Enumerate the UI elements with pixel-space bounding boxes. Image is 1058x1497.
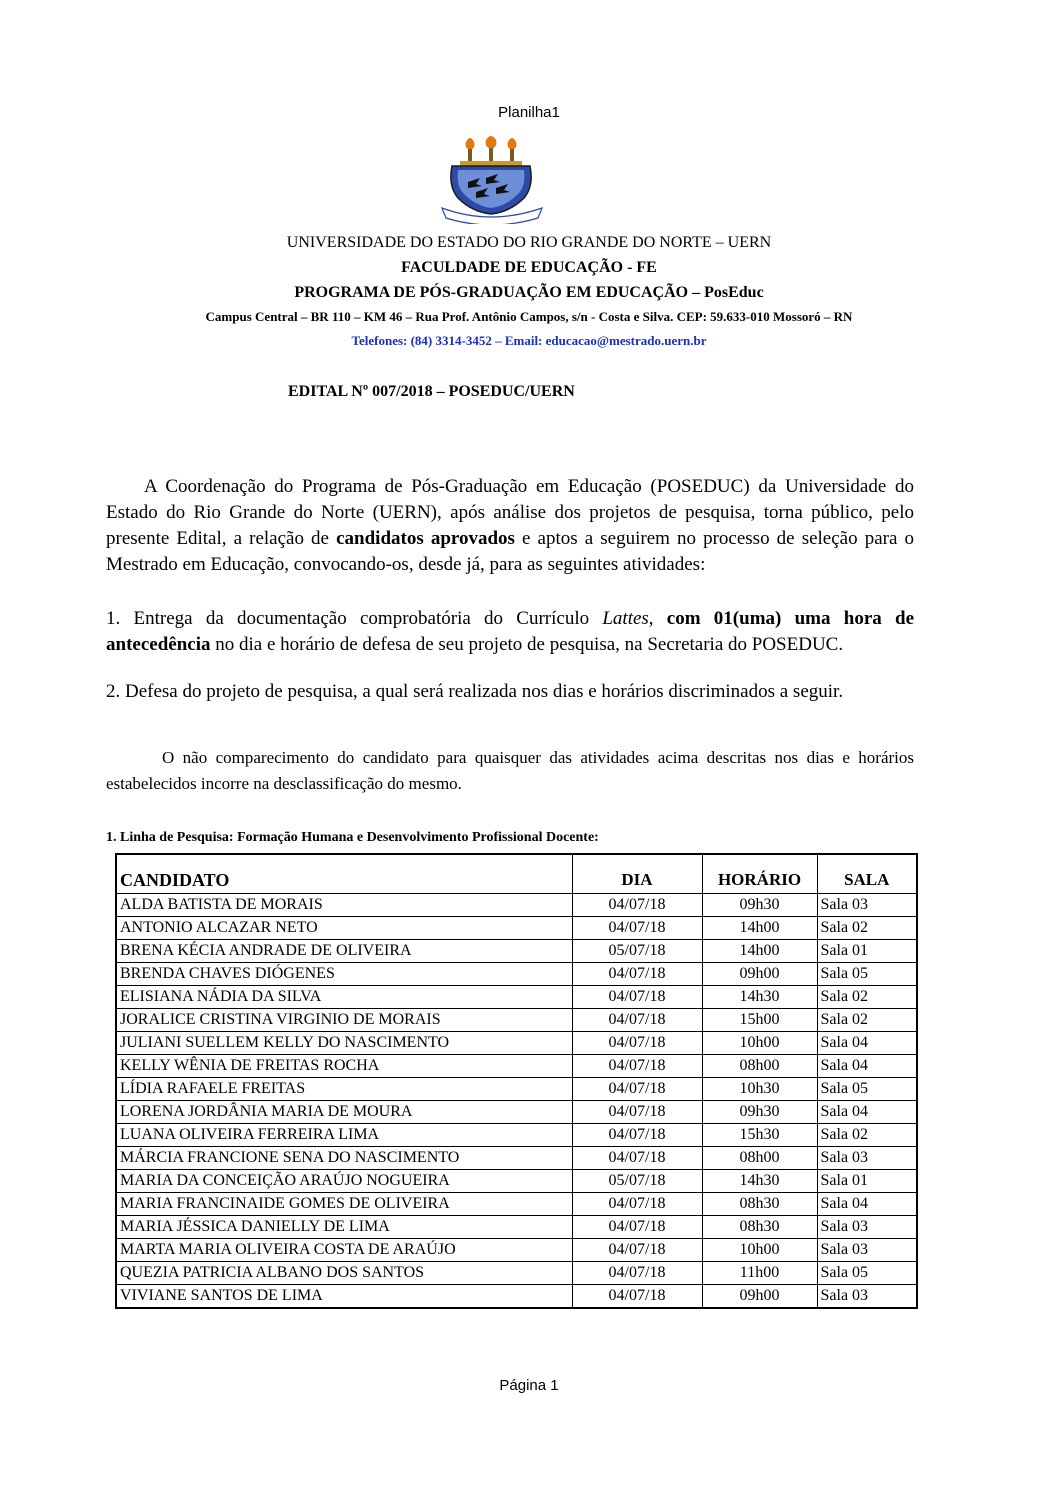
table-row	[116, 940, 917, 963]
day-cell: 04/07/18	[572, 1101, 702, 1124]
table-row	[116, 917, 917, 940]
table-row	[116, 1285, 917, 1309]
table-row	[116, 1078, 917, 1101]
room-cell: Sala 02	[817, 917, 917, 940]
candidate-name-cell: BRENA KÉCIA ANDRADE DE OLIVEIRA	[116, 940, 572, 963]
day-cell: 04/07/18	[572, 1239, 702, 1262]
time-cell: 09h30	[702, 1101, 817, 1124]
time-cell: 08h00	[702, 1055, 817, 1078]
contact-line[interactable]: Telefones: (84) 3314-3452 – Email: educacao@mestrado.uern.br	[351, 333, 707, 348]
candidate-name-cell: ELISIANA NÁDIA DA SILVA	[116, 986, 572, 1009]
day-cell: 04/07/18	[572, 1078, 702, 1101]
column-header-day: DIA	[572, 854, 702, 894]
activity-2-paragraph: 2. Defesa do projeto de pesquisa, a qual será realizada nos dias e horários discriminados a seguir.	[106, 681, 844, 702]
room-cell: Sala 02	[817, 1009, 917, 1032]
candidate-name-cell: VIVIANE SANTOS DE LIMA	[116, 1285, 572, 1309]
time-cell: 09h30	[702, 894, 817, 917]
room-cell: Sala 02	[817, 1124, 917, 1147]
table-row	[116, 1009, 917, 1032]
intro-paragraph: A Coordenação do Programa de Pós-Graduação em Educação (POSEDUC) da Universidade do Estado do Rio Grande do Norte (UERN), após análise dos projetos de pesquisa, torna público, pelo presente Edital, a relação de candidatos aprovados e aptos a seguirem no processo de seleção para o Mestrado em Educação, convocando-os, desde já, para as seguintes atividades:	[106, 476, 914, 575]
day-cell: 04/07/18	[572, 1032, 702, 1055]
column-header-time: HORÁRIO	[702, 854, 817, 894]
candidate-name-cell: LÍDIA RAFAELE FREITAS	[116, 1078, 572, 1101]
table-row	[116, 894, 917, 917]
uern-logo-icon	[438, 134, 548, 224]
room-cell: Sala 03	[817, 1147, 917, 1170]
room-cell: Sala 03	[817, 1216, 917, 1239]
candidate-name-cell: MARIA FRANCINAIDE GOMES DE OLIVEIRA	[116, 1193, 572, 1216]
room-cell: Sala 04	[817, 1055, 917, 1078]
column-header-room: SALA	[817, 854, 917, 894]
room-cell: Sala 03	[817, 894, 917, 917]
candidate-name-cell: LORENA JORDÂNIA MARIA DE MOURA	[116, 1101, 572, 1124]
time-cell: 08h30	[702, 1193, 817, 1216]
day-cell: 04/07/18	[572, 986, 702, 1009]
time-cell: 10h00	[702, 1239, 817, 1262]
time-cell: 08h30	[702, 1216, 817, 1239]
candidate-name-cell: ALDA BATISTA DE MORAIS	[116, 894, 572, 917]
table-row	[116, 1262, 917, 1285]
time-cell: 14h30	[702, 1170, 817, 1193]
time-cell: 14h30	[702, 986, 817, 1009]
room-cell: Sala 05	[817, 1262, 917, 1285]
candidate-name-cell: JORALICE CRISTINA VIRGINIO DE MORAIS	[116, 1009, 572, 1032]
room-cell: Sala 01	[817, 940, 917, 963]
day-cell: 05/07/18	[572, 1170, 702, 1193]
time-cell: 08h00	[702, 1147, 817, 1170]
program-name: PROGRAMA DE PÓS-GRADUAÇÃO EM EDUCAÇÃO – PosEduc	[294, 284, 764, 301]
table-row	[116, 1055, 917, 1078]
candidate-name-cell: QUEZIA PATRICIA ALBANO DOS SANTOS	[116, 1262, 572, 1285]
activity-1-paragraph: 1. Entrega da documentação comprobatória do Currículo Lattes, com 01(uma) uma hora de antecedência no dia e horário de defesa de seu projeto de pesquisa, na Secretaria do POSEDUC.	[106, 608, 914, 655]
table-header-row	[116, 854, 917, 894]
room-cell: Sala 03	[817, 1285, 917, 1309]
table-row	[116, 1032, 917, 1055]
table-row	[116, 1193, 917, 1216]
page-number: Página 1	[499, 1377, 559, 1394]
candidate-name-cell: MARIA JÉSSICA DANIELLY DE LIMA	[116, 1216, 572, 1239]
room-cell: Sala 04	[817, 1193, 917, 1216]
table-row	[116, 1239, 917, 1262]
table-row	[116, 1101, 917, 1124]
room-cell: Sala 03	[817, 1239, 917, 1262]
university-name: UNIVERSIDADE DO ESTADO DO RIO GRANDE DO NORTE – UERN	[286, 234, 772, 251]
faculty-name: FACULDADE DE EDUCAÇÃO - FE	[401, 259, 657, 276]
candidate-name-cell: ANTONIO ALCAZAR NETO	[116, 917, 572, 940]
table-row	[116, 1147, 917, 1170]
day-cell: 04/07/18	[572, 1262, 702, 1285]
candidate-name-cell: MÁRCIA FRANCIONE SENA DO NASCIMENTO	[116, 1147, 572, 1170]
table-row	[116, 986, 917, 1009]
room-cell: Sala 05	[817, 1078, 917, 1101]
torch-icon	[460, 136, 522, 166]
room-cell: Sala 04	[817, 1101, 917, 1124]
room-cell: Sala 04	[817, 1032, 917, 1055]
candidate-name-cell: MARTA MARIA OLIVEIRA COSTA DE ARAÚJO	[116, 1239, 572, 1262]
candidate-name-cell: KELLY WÊNIA DE FREITAS ROCHA	[116, 1055, 572, 1078]
room-cell: Sala 05	[817, 963, 917, 986]
candidates-table	[115, 853, 918, 1309]
day-cell: 04/07/18	[572, 894, 702, 917]
day-cell: 04/07/18	[572, 1285, 702, 1309]
day-cell: 04/07/18	[572, 963, 702, 986]
table-row	[116, 1124, 917, 1147]
day-cell: 04/07/18	[572, 1216, 702, 1239]
section-title: 1. Linha de Pesquisa: Formação Humana e Desenvolvimento Profissional Docente:	[106, 830, 599, 845]
time-cell: 14h00	[702, 917, 817, 940]
table-row	[116, 1170, 917, 1193]
time-cell: 14h00	[702, 940, 817, 963]
candidate-name-cell: MARIA DA CONCEIÇÃO ARAÚJO NOGUEIRA	[116, 1170, 572, 1193]
day-cell: 05/07/18	[572, 940, 702, 963]
day-cell: 04/07/18	[572, 1147, 702, 1170]
time-cell: 09h00	[702, 963, 817, 986]
room-cell: Sala 02	[817, 986, 917, 1009]
time-cell: 15h00	[702, 1009, 817, 1032]
table-row	[116, 1216, 917, 1239]
table-row	[116, 963, 917, 986]
edital-title: EDITAL Nº 007/2018 – POSEDUC/UERN	[288, 383, 575, 400]
candidate-name-cell: JULIANI SUELLEM KELLY DO NASCIMENTO	[116, 1032, 572, 1055]
day-cell: 04/07/18	[572, 917, 702, 940]
day-cell: 04/07/18	[572, 1055, 702, 1078]
time-cell: 11h00	[702, 1262, 817, 1285]
candidate-name-cell: BRENDA CHAVES DIÓGENES	[116, 963, 572, 986]
room-cell: Sala 01	[817, 1170, 917, 1193]
sheet-name: Planilha1	[498, 104, 560, 121]
time-cell: 15h30	[702, 1124, 817, 1147]
candidate-name-cell: LUANA OLIVEIRA FERREIRA LIMA	[116, 1124, 572, 1147]
time-cell: 10h00	[702, 1032, 817, 1055]
column-header-candidate: CANDIDATO	[116, 854, 572, 894]
time-cell: 10h30	[702, 1078, 817, 1101]
time-cell: 09h00	[702, 1285, 817, 1309]
day-cell: 04/07/18	[572, 1124, 702, 1147]
day-cell: 04/07/18	[572, 1193, 702, 1216]
day-cell: 04/07/18	[572, 1009, 702, 1032]
warning-paragraph: O não comparecimento do candidato para quaisquer das atividades acima descritas nos dias e horários estabelecidos incorre na desclassificação do mesmo.	[106, 748, 914, 793]
address-line: Campus Central – BR 110 – KM 46 – Rua Prof. Antônio Campos, s/n - Costa e Silva. CEP: 59.633-010 Mossoró – RN	[205, 309, 853, 324]
